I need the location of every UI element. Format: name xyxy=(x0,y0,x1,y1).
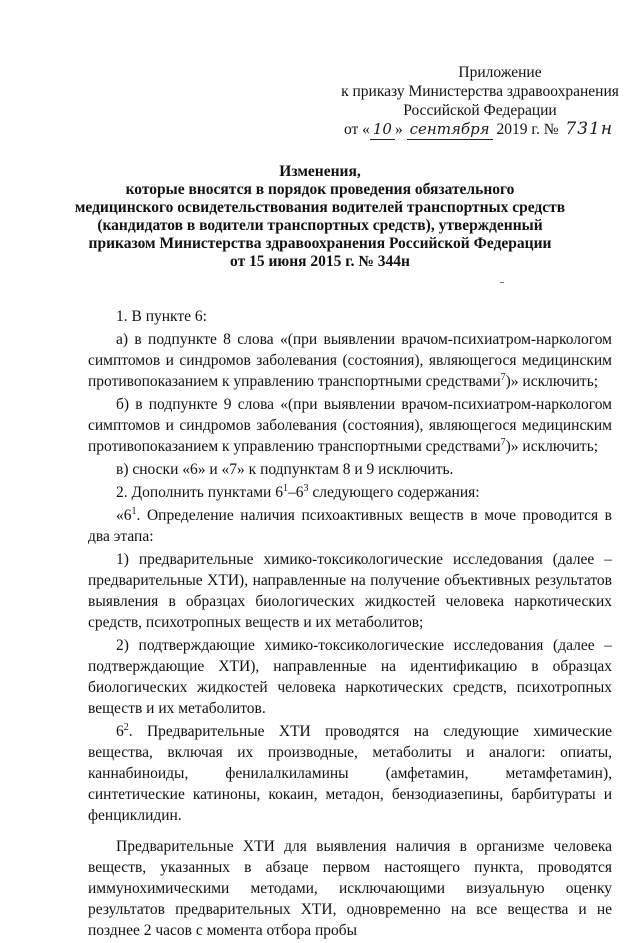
paragraph xyxy=(88,306,612,327)
handwritten-order-number: 731н xyxy=(565,119,614,139)
title-line: которые вносятся в порядок проведения обязательного xyxy=(125,181,515,198)
paragraph xyxy=(88,482,612,503)
paragraph-text: )» исключить; xyxy=(505,373,599,390)
paragraph xyxy=(88,394,612,457)
appendix-header xyxy=(330,63,630,140)
order-prefix: от « xyxy=(343,121,370,138)
paragraph xyxy=(88,549,612,633)
title-line: приказом Министерства здравоохранения Российской Федерации xyxy=(88,235,552,252)
paragraph-text: –6 xyxy=(287,484,304,501)
paragraph-text: б) в подпункте 9 слова «(при выявлении врачом-психиатром-наркологом симптомов и синдромов заболевания (состояния), являющегося медицинским противопоказанием к управлению транспортными средствами xyxy=(88,396,612,455)
appendix-ministry: Российской Федерации xyxy=(403,102,557,119)
title-line: (кандидатов в водители транспортных средств), утвержденный xyxy=(97,217,543,234)
paragraph xyxy=(88,721,612,826)
paragraph-text: 1) предварительные химико-токсикологические исследования (далее – предварительные ХТИ), направленные на получение объективных результатов выявления в образцах биологических жидкостей человека наркотических средств, психотропных веществ и их метаболитов; xyxy=(88,551,612,631)
paragraph xyxy=(88,505,612,547)
order-year: 2019 г. № xyxy=(496,121,559,138)
paragraph-text: Предварительные ХТИ для выявления наличия в организме человека веществ, указанных в абзаце первом настоящего пункта, проводятся иммунохимическими методами, исключающими визуальную оценку результатов предварительных ХТИ, одновременно на все вещества и не позднее 2 часов с момента отбора пробы xyxy=(88,838,612,939)
paragraph-text: 2. Дополнить пунктами 6 xyxy=(116,484,283,501)
paragraph-text: 6 xyxy=(116,723,124,740)
footnote-ref: 7 xyxy=(500,437,506,448)
title-line: от 15 июня 2015 г. № 344н xyxy=(230,253,410,270)
handwritten-day: 10 xyxy=(370,120,395,140)
paragraph-text: 2) подтверждающие химико-токсикологические исследования (далее – подтверждающие ХТИ), направленные на идентификацию в образцах биологических жидкостей человека наркотических средств, психотропных веществ и их метаболитов. xyxy=(88,637,612,717)
document-body xyxy=(88,306,612,943)
paragraph-text: следующего содержания: xyxy=(308,484,480,501)
paragraph-text: . Определение наличия психоактивных веществ в моче проводится в два этапа: xyxy=(88,507,612,545)
appendix-label: Приложение xyxy=(458,64,542,81)
stray-mark xyxy=(500,282,504,283)
paragraph-text: а) в подпункте 8 слова «(при выявлении врачом-психиатром-наркологом симптомов и синдромов заболевания (состояния), являющегося медицинским противопоказанием к управлению транспортными средствами xyxy=(88,331,612,390)
footnote-ref: 7 xyxy=(500,372,506,383)
paragraph-text: в) сноски «6» и «7» к подпунктам 8 и 9 исключить. xyxy=(116,461,454,478)
handwritten-month: сентября xyxy=(407,120,493,140)
paragraph xyxy=(88,635,612,719)
order-date-line xyxy=(330,120,630,140)
paragraph-text: )» исключить; xyxy=(505,438,599,455)
paragraph-text: . Предварительные ХТИ проводятся на следующие химические вещества, включая их производные, метаболиты и аналоги: опиаты, каннабиноиды, фенилалкиламины (амфетамин, метамфетамин), синтетические катиноны, кокаин, метадон, бензодиазепины, барбитураты и фенциклидин. xyxy=(88,723,612,824)
paragraph-text: 1. В пункте 6: xyxy=(116,308,207,325)
document-title xyxy=(70,163,570,271)
paragraph xyxy=(88,329,612,392)
superscript: 1 xyxy=(131,506,137,517)
order-mid: » xyxy=(394,121,403,138)
appendix-order-ref: к приказу Министерства здравоохранения xyxy=(341,83,619,100)
paragraph xyxy=(88,459,612,480)
paragraph-text: «6 xyxy=(116,507,132,524)
title-line: медицинского освидетельствования водителей транспортных средств xyxy=(74,199,566,216)
paragraph xyxy=(88,836,612,941)
superscript: 1 xyxy=(282,483,288,494)
superscript: 3 xyxy=(303,483,309,494)
superscript: 2 xyxy=(123,722,129,733)
title-line: Изменения, xyxy=(279,163,361,180)
